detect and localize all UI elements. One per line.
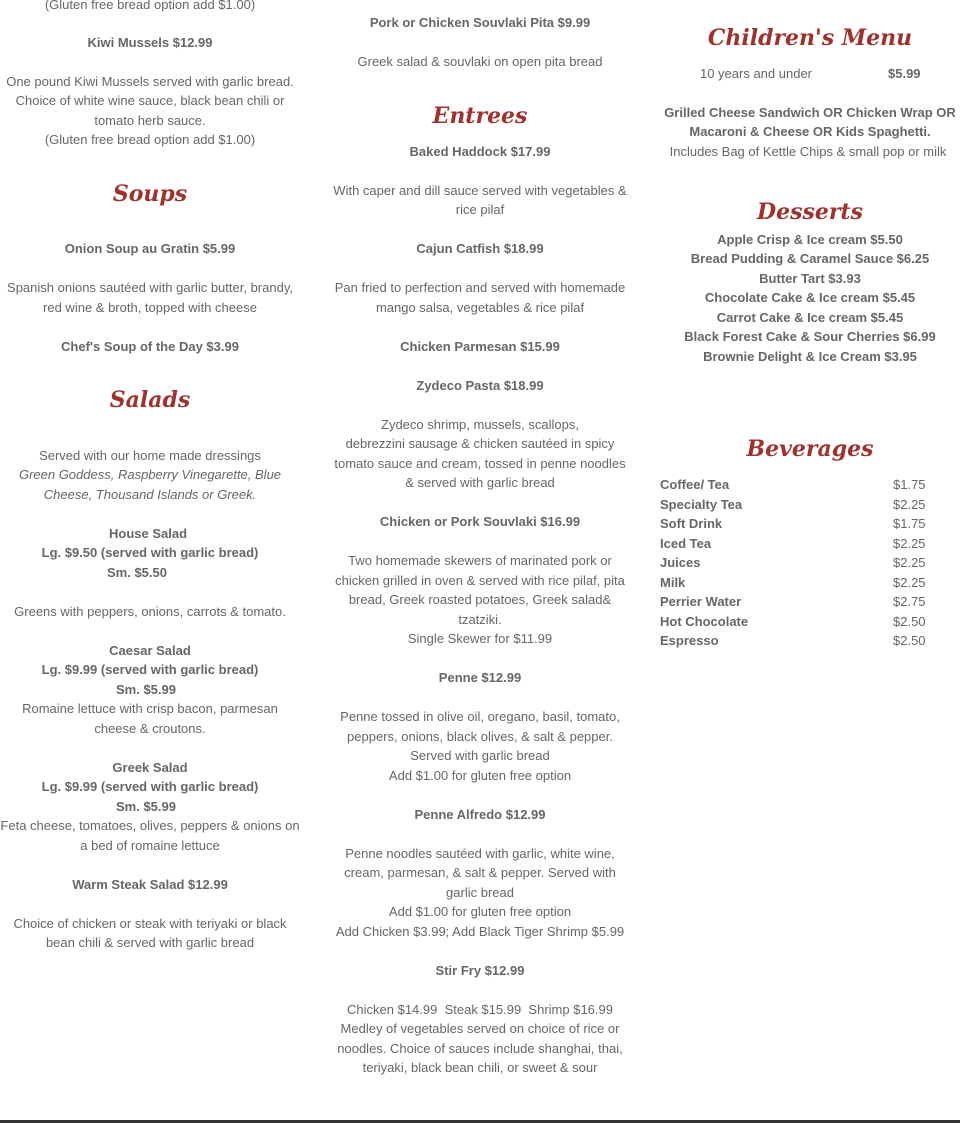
beverage-price: $2.25 bbox=[893, 496, 926, 512]
desserts-heading: Desserts bbox=[757, 199, 863, 225]
beverage-name: Perrier Water bbox=[660, 594, 742, 609]
souvlaki-desc: Single Skewer for $11.99 bbox=[407, 631, 553, 646]
dessert-item: Apple Crisp & Ice cream $5.50 bbox=[717, 232, 903, 247]
beverage-row bbox=[660, 592, 960, 612]
souvlaki-desc: bread, Greek roasted potatoes, Greek salad& bbox=[348, 592, 612, 607]
beverage-price: $2.25 bbox=[893, 535, 926, 551]
childrens-age-note: 10 years and under bbox=[699, 66, 813, 81]
penne-alfredo-title: Penne Alfredo $12.99 bbox=[414, 807, 546, 822]
stir-fry-desc: teriyaki, black bean chili, or sweet & sour bbox=[362, 1060, 598, 1075]
penne-alfredo-desc: garlic bread bbox=[446, 885, 514, 900]
childrens-items: Macaroni & Cheese OR Kids Spaghetti. bbox=[689, 124, 931, 139]
salads-intro: Served with our home made dressings bbox=[39, 448, 261, 463]
beverage-price: $2.75 bbox=[893, 594, 926, 609]
beverages-heading: Beverages bbox=[746, 436, 874, 462]
stir-fry-desc: Medley of vegetables served on choice of rice or bbox=[340, 1021, 620, 1036]
dressings-list: Green Goddess, Raspberry Vinegarette, Blue bbox=[18, 467, 282, 482]
caesar-salad-large: Lg. $9.99 (served with garlic bread) bbox=[41, 662, 259, 677]
beverage-price: $1.75 bbox=[893, 477, 926, 492]
zydeco-pasta-desc: & served with garlic bread bbox=[405, 475, 555, 490]
souvlaki-desc: tzatziki. bbox=[458, 612, 502, 627]
baked-haddock-desc: rice pilaf bbox=[455, 202, 505, 217]
greek-salad-large: Lg. $9.99 (served with garlic bread) bbox=[41, 779, 259, 794]
gluten-free-note: (Gluten free bread option add $1.00) bbox=[44, 132, 256, 147]
cajun-catfish-desc: Pan fried to perfection and served with homemade bbox=[334, 280, 626, 295]
stir-fry-title: Stir Fry $12.99 bbox=[435, 963, 525, 978]
beverage-row bbox=[660, 573, 960, 593]
zydeco-pasta-title: Zydeco Pasta $18.99 bbox=[416, 378, 544, 393]
penne-alfredo-desc: Add $1.00 for gluten free option bbox=[388, 904, 572, 919]
souvlaki-desc: chicken grilled in oven & served with rice pilaf, pita bbox=[335, 573, 625, 588]
steak-salad-desc: Choice of chicken or steak with teriyaki or black bbox=[13, 916, 287, 931]
dessert-item: Bread Pudding & Caramel Sauce $6.25 bbox=[690, 251, 930, 266]
dessert-item: Carrot Cake & Ice cream $5.45 bbox=[716, 310, 904, 325]
chef-soup-title: Chef's Soup of the Day $3.99 bbox=[61, 339, 239, 354]
beverages-list bbox=[660, 475, 960, 651]
zydeco-pasta-desc: debrezzini sausage & chicken sautéed in spicy bbox=[345, 436, 615, 451]
penne-alfredo-desc: Add Chicken $3.99; Add Black Tiger Shrimp $5.99 bbox=[335, 924, 625, 939]
zydeco-pasta-desc: tomato sauce and cream, tossed in penne noodles bbox=[334, 456, 626, 471]
childrens-menu-heading: Children's Menu bbox=[707, 25, 913, 51]
greek-salad-title: Greek Salad bbox=[112, 760, 188, 775]
kiwi-mussels-desc: tomato herb sauce. bbox=[94, 113, 206, 128]
beverage-price: $2.25 bbox=[893, 555, 926, 570]
beverage-price: $1.75 bbox=[893, 516, 926, 531]
chicken-parmesan-title: Chicken Parmesan $15.99 bbox=[400, 339, 560, 354]
cajun-catfish-title: Cajun Catfish $18.99 bbox=[416, 241, 544, 256]
house-salad-large: Lg. $9.50 (served with garlic bread) bbox=[41, 545, 259, 560]
childrens-price: $5.99 bbox=[888, 66, 921, 81]
greek-salad-desc: Feta cheese, tomatoes, olives, peppers & onions on bbox=[0, 818, 300, 833]
steak-salad-title: Warm Steak Salad $12.99 bbox=[72, 877, 228, 892]
stir-fry-desc: noodles. Choice of sauces include shanghai, thai, bbox=[337, 1041, 623, 1056]
beverage-price: $2.50 bbox=[893, 633, 926, 648]
beverage-name: Iced Tea bbox=[660, 535, 712, 551]
childrens-items: Grilled Cheese Sandwich OR Chicken Wrap OR bbox=[664, 105, 956, 120]
zydeco-pasta-desc: Zydeco shrimp, mussels, scallops, bbox=[381, 417, 579, 432]
dessert-item: Chocolate Cake & Ice cream $5.45 bbox=[704, 290, 916, 305]
beverage-name: Specialty Tea bbox=[660, 496, 743, 512]
steak-salad-desc: bean chili & served with garlic bread bbox=[45, 935, 255, 950]
kiwi-mussels-title: Kiwi Mussels $12.99 bbox=[87, 35, 213, 50]
beverage-row bbox=[660, 534, 960, 554]
penne-alfredo-desc: Penne noodles sautéed with garlic, white wine, bbox=[345, 846, 615, 861]
beverage-price: $2.50 bbox=[893, 613, 926, 629]
onion-soup-title: Onion Soup au Gratin $5.99 bbox=[64, 241, 236, 256]
dessert-item: Butter Tart $3.93 bbox=[759, 271, 861, 286]
greek-salad-small: Sm. $5.99 bbox=[116, 799, 176, 814]
onion-soup-desc: Spanish onions sautéed with garlic butter, brandy, bbox=[7, 280, 293, 295]
beverage-name: Espresso bbox=[660, 633, 719, 648]
souvlaki-pita-title: Pork or Chicken Souvlaki Pita $9.99 bbox=[369, 15, 591, 30]
entrees-heading: Entrees bbox=[432, 103, 528, 129]
baked-haddock-title: Baked Haddock $17.99 bbox=[409, 144, 551, 159]
penne-title: Penne $12.99 bbox=[438, 670, 522, 685]
house-salad-small: Sm. $5.50 bbox=[107, 565, 167, 580]
penne-desc: Add $1.00 for gluten free option bbox=[388, 768, 572, 783]
beverage-row bbox=[660, 612, 960, 632]
beverage-row bbox=[660, 475, 960, 495]
souvlaki-title: Chicken or Pork Souvlaki $16.99 bbox=[379, 514, 581, 529]
beverage-name: Coffee/ Tea bbox=[660, 477, 730, 492]
dessert-item: Brownie Delight & Ice Cream $3.95 bbox=[703, 349, 917, 364]
caesar-salad-desc: Romaine lettuce with crisp bacon, parmesan bbox=[22, 701, 278, 716]
penne-desc: Penne tossed in olive oil, oregano, basil, tomato, bbox=[340, 709, 620, 724]
house-salad-title: House Salad bbox=[108, 526, 188, 541]
gluten-free-note: (Gluten free bread option add $1.00) bbox=[44, 0, 256, 12]
beverage-name: Milk bbox=[660, 574, 686, 590]
stir-fry-prices: Chicken $14.99 Steak $15.99 Shrimp $16.99 bbox=[347, 1002, 613, 1017]
kiwi-mussels-desc: One pound Kiwi Mussels served with garlic bread. bbox=[6, 74, 294, 89]
beverage-name: Soft Drink bbox=[660, 516, 723, 531]
caesar-salad-title: Caesar Salad bbox=[109, 643, 191, 658]
beverage-row bbox=[660, 514, 960, 534]
beverage-row bbox=[660, 553, 960, 573]
greek-salad-desc: a bed of romaine lettuce bbox=[80, 838, 220, 853]
penne-alfredo-desc: cream, parmesan, & salt & pepper. Served with bbox=[344, 865, 616, 880]
beverage-name: Hot Chocolate bbox=[660, 613, 749, 629]
beverage-row bbox=[660, 631, 960, 651]
caesar-salad-desc: cheese & croutons. bbox=[94, 721, 206, 736]
salads-heading: Salads bbox=[109, 387, 191, 413]
souvlaki-desc: Two homemade skewers of marinated pork or bbox=[348, 553, 612, 568]
beverage-price: $2.25 bbox=[893, 574, 926, 590]
dressings-list: Cheese, Thousand Islands or Greek. bbox=[43, 487, 257, 502]
kiwi-mussels-desc: Choice of white wine sauce, black bean chili or bbox=[15, 93, 285, 108]
baked-haddock-desc: With caper and dill sauce served with vegetables & bbox=[333, 183, 627, 198]
soups-heading: Soups bbox=[112, 181, 188, 207]
beverage-row bbox=[660, 495, 960, 515]
penne-desc: peppers, onions, black olives, & salt & pepper. bbox=[347, 729, 613, 744]
cajun-catfish-desc: mango salsa, vegetables & rice pilaf bbox=[375, 300, 585, 315]
beverage-name: Juices bbox=[660, 555, 701, 570]
penne-desc: Served with garlic bread bbox=[410, 748, 550, 763]
onion-soup-desc: red wine & broth, topped with cheese bbox=[43, 300, 257, 315]
house-salad-desc: Greens with peppers, onions, carrots & tomato. bbox=[14, 604, 286, 619]
caesar-salad-small: Sm. $5.99 bbox=[116, 682, 176, 697]
dessert-item: Black Forest Cake & Sour Cherries $6.99 bbox=[684, 329, 936, 344]
souvlaki-pita-desc: Greek salad & souvlaki on open pita bread bbox=[357, 54, 603, 69]
childrens-includes-note: Includes Bag of Kettle Chips & small pop or milk bbox=[669, 144, 947, 159]
